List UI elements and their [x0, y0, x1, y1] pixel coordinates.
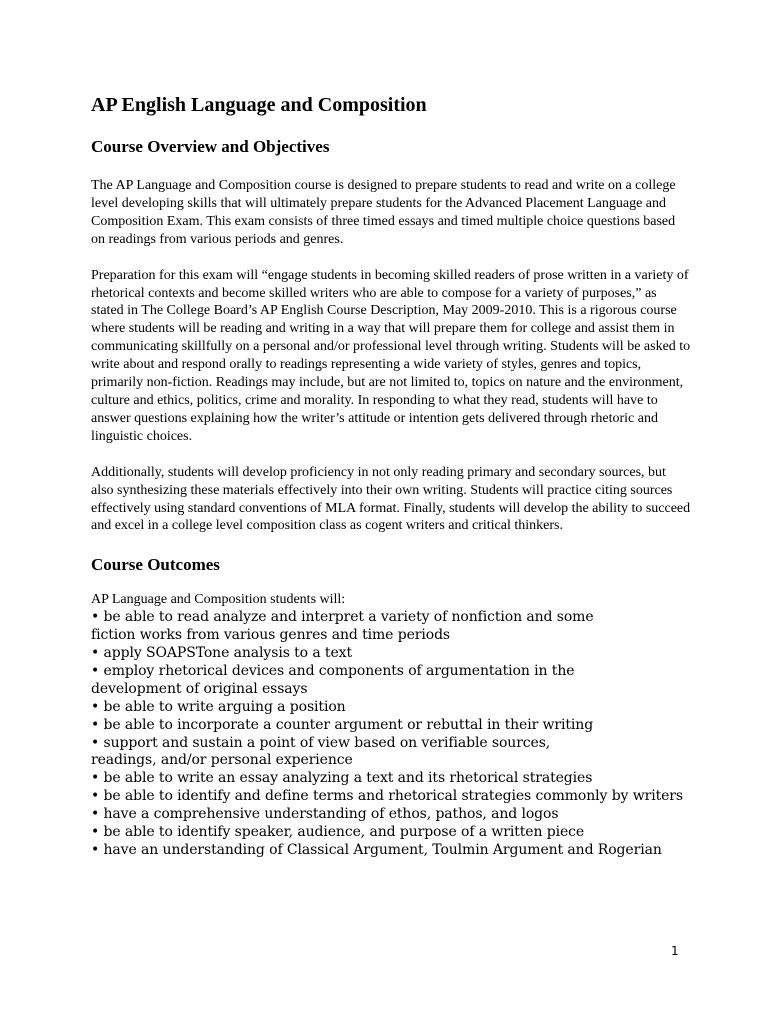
outcome-item: • support and sustain a point of view based on verifiable sources, readings, and/or personal experience [91, 734, 551, 769]
outcome-item: • be able to identify and define terms and rhetorical strategies commonly by writers [91, 788, 683, 805]
page-number: 1 [671, 944, 679, 958]
paragraph-2: Preparation for this exam will “engage students in becoming skilled readers of prose written in a variety of rhetorical contexts and become skilled writers who are able to compose for a variety of purposes,” as stated in The College Board’s AP English Course Description, May 2009-2010. This is a rigorous course where students will be reading and writing in a way that will prepare them for college and assist them in communicating skillfully on a personal and/or professional level through writing. Students will be asked to write about and respond orally to readings representing a wide variety of styles, genres and topics, primarily non-fiction. Readings may include, but are not limited to, topics on nature and the environment, culture and ethics, politics, crime and morality. In responding to what they read, students will have to answer questions explaining how the writer’s attitude or intention gets delivered through rhetoric and linguistic choices. [91, 267, 691, 444]
outcome-item: • be able to identify speaker, audience, and purpose of a written piece [91, 824, 585, 841]
document-page [91, 92, 691, 860]
outcome-item: • have an understanding of Classical Argument, Toulmin Argument and Rogerian [91, 842, 662, 858]
section-heading-overview: Course Overview and Objectives [91, 137, 330, 156]
document-title: AP English Language and Composition [91, 94, 427, 116]
paragraph-3: Additionally, students will develop proficiency in not only reading primary and secondary sources, but also synthesizing these materials effectively into their own writing. Students will practice citing sources effectively using standard conventions of MLA format. Finally, students will develop the ability to succeed and excel in a college level composition class as cogent writers and critical thinkers. [91, 464, 691, 534]
outcome-item: • apply SOAPSTone analysis to a text [91, 645, 352, 662]
outcome-item: • be able to write arguing a position [91, 698, 346, 715]
outcome-item: • be able to write an essay analyzing a text and its rhetorical strategies [91, 770, 593, 787]
outcomes-list [91, 591, 691, 860]
outcomes-intro: AP Language and Composition students will: [91, 592, 346, 608]
outcome-item: • be able to incorporate a counter argument or rebuttal in their writing [91, 716, 594, 733]
paragraph-1: The AP Language and Composition course is designed to prepare students to read and write on a college level developing skills that will ultimately prepare students for the Advanced Placement Language and Composition Exam. This exam consists of three timed essays and timed multiple choice questions based on readings from various periods and genres. [91, 178, 676, 247]
outcome-item: • have a comprehensive understanding of ethos, pathos, and logos [91, 806, 559, 823]
outcome-item: • employ rhetorical devices and components of argumentation in the development of original essays [91, 662, 575, 697]
section-heading-outcomes: Course Outcomes [91, 555, 220, 575]
outcome-item: • be able to read analyze and interpret a variety of nonfiction and some fiction works from various genres and time periods [91, 609, 594, 644]
